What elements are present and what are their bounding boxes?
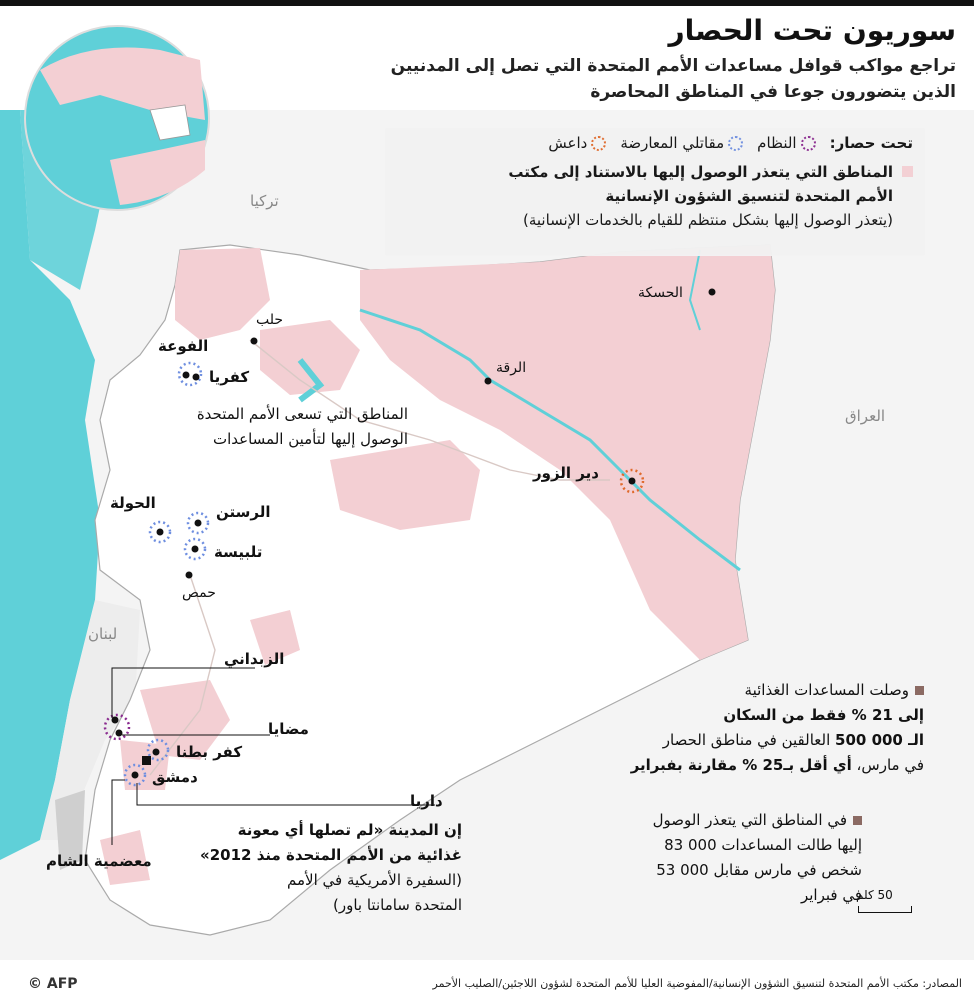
city-moadamiyeh: معضمية الشام <box>46 852 152 870</box>
legend-inaccessible <box>393 160 913 232</box>
daraya-quote-line2: غذائية من الأمم المتحدة منذ 2012» <box>200 846 462 864</box>
page-subtitle: تراجع مواكب قوافل مساعدات الأمم المتحدة التي تصل إلى المدنيين الذين يتضورون جوعا في المناطق المحاصرة <box>390 56 956 102</box>
legend-opposition <box>620 134 743 152</box>
city-homs: حمص <box>182 585 216 601</box>
city-kafr-batna: كفر بطنا <box>176 743 243 761</box>
food-aid-line3-text: العالقين في مناطق الحصار <box>662 731 836 749</box>
city-hasakah: الحسكة <box>638 285 683 301</box>
legend-opposition-text: مقاتلي المعارضة <box>620 134 725 152</box>
city-kafraya: كفريا <box>209 368 250 386</box>
legend-pink-line1: المناطق التي يتعذر الوصول إليها بالاستناد إلى مكتب <box>508 163 893 181</box>
daraya-quote-line4: المتحدة سامانتا باور) <box>333 896 462 914</box>
legend-siege-row <box>393 134 913 152</box>
locator-globe <box>25 26 209 210</box>
reach-line4: في فبراير <box>800 886 862 904</box>
bullet-icon <box>915 686 924 695</box>
aid-target-line2: الوصول إليها لتأمين المساعدات <box>212 430 408 448</box>
legend-pink-line2: الأمم المتحدة لتنسيق الشؤون الإنسانية <box>605 187 893 205</box>
daraya-quote-line1: إن المدينة «لم تصلها أي معونة <box>237 821 462 839</box>
food-aid-line2: إلى 21 % فقط من السكان <box>723 706 924 724</box>
food-aid-line4 <box>594 753 924 778</box>
pink-swatch-icon <box>902 166 913 177</box>
page-title: سوريون تحت الحصار <box>668 14 956 47</box>
city-talbiseh: تلبيسة <box>214 543 263 561</box>
city-damascus: دمشق <box>152 768 198 786</box>
legend-isis-text: داعش <box>548 134 588 152</box>
city-fuaa: الفوعة <box>158 337 209 355</box>
daraya-quote <box>170 818 462 918</box>
legend-label: تحت حصار: <box>829 134 913 152</box>
country-turkey: تركيا <box>250 192 279 210</box>
city-rastan: الرستن <box>216 503 271 521</box>
reach-line1 <box>600 808 862 833</box>
aid-target-note <box>118 402 408 452</box>
legend-regime-text: النظام <box>757 134 797 152</box>
scale-bar <box>858 906 912 913</box>
reach-line3: شخص في مارس مقابل 000 53 <box>656 861 862 879</box>
legend <box>385 128 925 256</box>
isis-ring-icon <box>591 136 606 151</box>
afp-credit: © AFP <box>28 976 78 992</box>
legend-pink-line3: (يتعذر الوصول إليها بشكل منتظم للقيام بالخدمات الإنسانية) <box>522 211 893 229</box>
header <box>356 14 956 105</box>
scale-label: 50 كلم <box>856 888 893 902</box>
reach-line2: إليها طالت المساعدات 000 83 <box>664 836 862 854</box>
reach-line1-text: في المناطق التي يتعذر الوصول <box>652 811 847 829</box>
food-aid-line4-bold: أي أقل بـ25 % مقارنة بفبراير <box>630 756 852 774</box>
food-aid-note <box>594 678 924 778</box>
food-aid-line3-bold: الـ 000 500 <box>835 731 924 749</box>
source-text: المصادر: مكتب الأمم المتحدة لتنسيق الشؤون الإنسانية/المفوضية العليا للأمم المتحدة لشؤون اللاجئين/الصليب الأحمر <box>432 977 962 990</box>
reach-note <box>600 808 862 908</box>
opposition-ring-icon <box>728 136 743 151</box>
city-aleppo: حلب <box>256 312 284 328</box>
country-iraq: العراق <box>845 407 886 425</box>
city-madaya: مضايا <box>268 720 309 738</box>
food-aid-line3 <box>594 728 924 753</box>
bullet-icon <box>853 816 862 825</box>
city-deir-ezzor: دير الزور <box>533 464 599 482</box>
food-aid-line1 <box>594 678 924 703</box>
daraya-quote-line3: (السفيرة الأمريكية في الأمم <box>287 871 462 889</box>
city-daraya: داريا <box>410 792 443 810</box>
legend-regime <box>757 134 815 152</box>
city-houla: الحولة <box>110 494 156 512</box>
city-raqqa: الرقة <box>496 360 527 376</box>
aid-target-line1: المناطق التي تسعى الأمم المتحدة <box>196 405 408 423</box>
food-aid-line1-text: وصلت المساعدات الغذائية <box>744 681 909 699</box>
regime-ring-icon <box>801 136 816 151</box>
country-lebanon: لبنان <box>88 625 118 643</box>
legend-isis <box>548 134 606 152</box>
food-aid-line4-text: في مارس، <box>851 756 924 774</box>
city-zabadani: الزبداني <box>224 650 285 668</box>
